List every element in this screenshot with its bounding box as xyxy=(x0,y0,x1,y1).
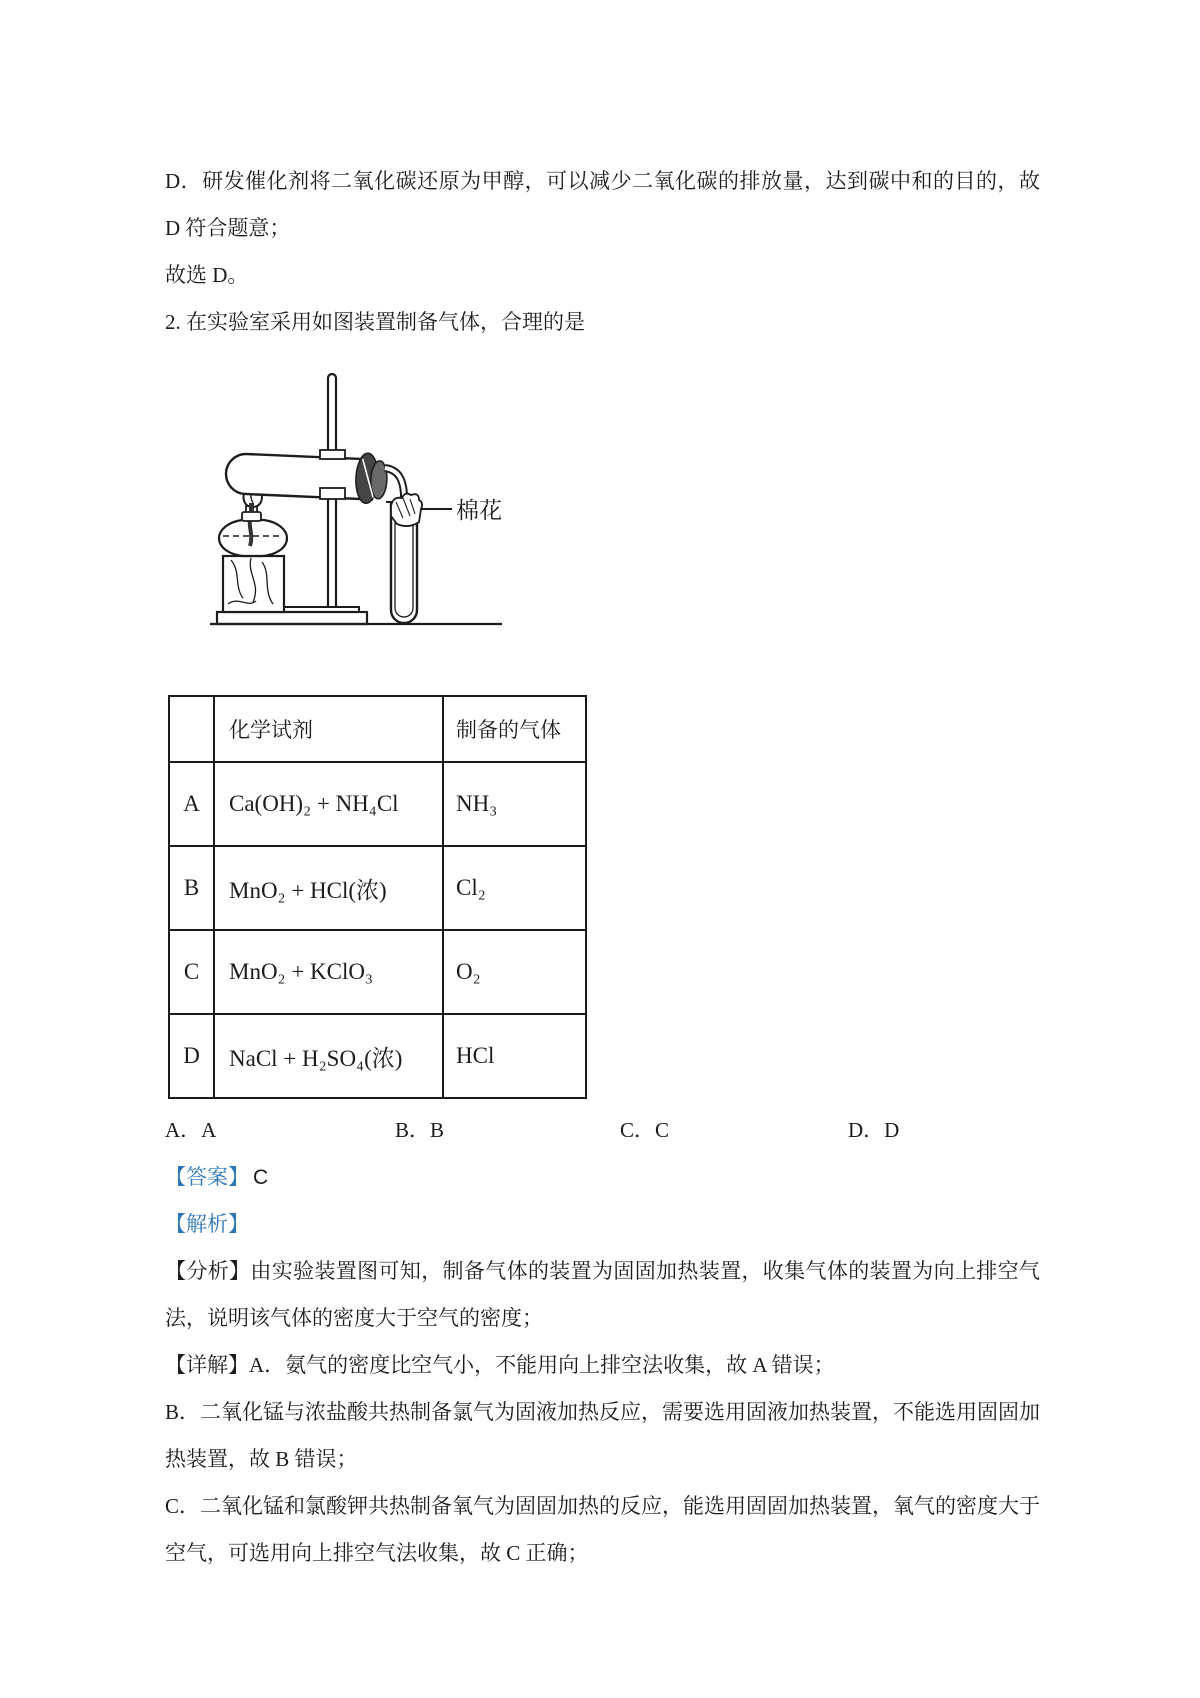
table-row xyxy=(169,762,586,846)
answer-label: 【答案】 xyxy=(165,1165,249,1189)
row-option: B xyxy=(169,846,214,930)
table-header-row xyxy=(169,696,586,762)
choice-b: B．B xyxy=(395,1118,445,1142)
explanation-header xyxy=(165,1201,1042,1248)
cotton-plug xyxy=(391,494,422,527)
choice-c: C．C xyxy=(620,1118,670,1142)
rubber-stopper xyxy=(355,453,388,504)
row-reagents: NaCl + H₂SO₄(浓) xyxy=(214,1014,443,1098)
row-option: D xyxy=(169,1014,214,1098)
explanation-label: 【解析】 xyxy=(165,1212,249,1236)
header-reagents: 化学试剂 xyxy=(214,696,443,762)
prev-answer-conclusion: 故选 D。 xyxy=(165,263,249,287)
choice-d: D．D xyxy=(848,1118,900,1142)
answer-line xyxy=(165,1154,1042,1201)
answer-value: C xyxy=(253,1166,269,1189)
detail-paragraph-b: B．二氧化锰与浓盐酸共热制备氯气为固液加热反应，需要选用固液加热装置，不能选用固固加热装置，故 B 错误； xyxy=(165,1400,1041,1471)
choices-row xyxy=(165,1107,1042,1154)
table-row xyxy=(169,1014,586,1098)
choice-a: A．A xyxy=(165,1118,217,1142)
detail-paragraph-c: C．二氧化锰和氯酸钾共热制备氧气为固固加热的反应，能选用固固加热装置，氧气的密度大于空气，可选用向上排空气法收集，故 C 正确； xyxy=(165,1494,1041,1565)
row-option: C xyxy=(169,930,214,1014)
row-option: A xyxy=(169,762,214,846)
row-gas: O₂ xyxy=(443,930,586,1014)
prev-answer-paragraph: D．研发催化剂将二氧化碳还原为甲醇，可以减少二氧化碳的排放量，达到碳中和的目的，故 D 符合题意； xyxy=(165,169,1040,240)
apparatus-diagram-svg xyxy=(190,346,510,631)
reagent-table xyxy=(168,695,587,1099)
analysis-paragraph: 【分析】由实验装置图可知，制备气体的装置为固固加热装置，收集气体的装置为向上排空气法，说明该气体的密度大于空气的密度； xyxy=(165,1259,1040,1330)
table-row xyxy=(169,930,586,1014)
cotton-label xyxy=(421,498,502,523)
row-reagents: Ca(OH)₂ + NH₄Cl xyxy=(214,762,443,846)
row-gas: NH₃ xyxy=(443,762,586,846)
detail-paragraph-a: 【详解】A．氨气的密度比空气小，不能用向上排空法收集，故 A 错误； xyxy=(165,1353,835,1377)
header-blank xyxy=(169,696,214,762)
row-reagents: MnO₂ + HCl(浓) xyxy=(214,846,443,930)
table-row xyxy=(169,846,586,930)
header-gas: 制备的气体 xyxy=(443,696,586,762)
row-gas: Cl₂ xyxy=(443,846,586,930)
apparatus-diagram xyxy=(190,346,510,626)
cotton-label-text: 棉花 xyxy=(456,498,502,523)
row-gas: HCl xyxy=(443,1014,586,1098)
question-stem: 2. 在实验室采用如图装置制备气体，合理的是 xyxy=(165,310,585,334)
wood-block xyxy=(223,556,284,612)
row-reagents: MnO₂ + KClO₃ xyxy=(214,930,443,1014)
